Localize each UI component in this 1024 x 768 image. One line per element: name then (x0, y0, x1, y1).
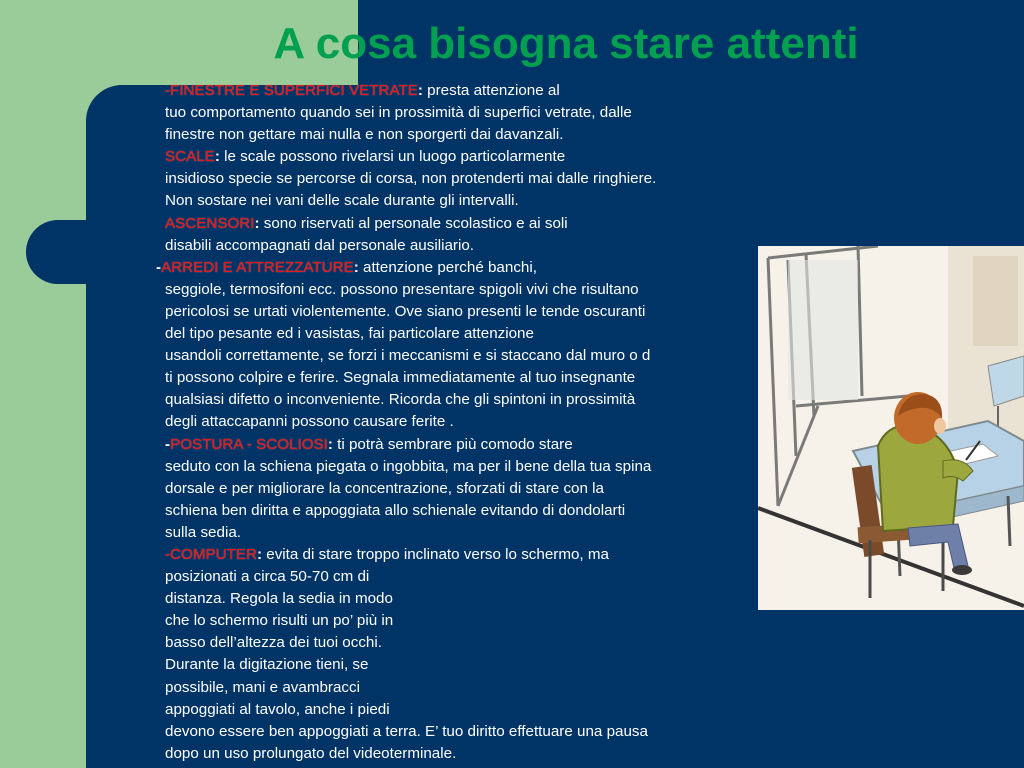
arredi-text: attenzione perché banchi, (358, 258, 537, 276)
scale-text: le scale possono rivelarsi un luogo particolarmente (219, 148, 566, 166)
ascensori-heading: ASCENSORI (165, 214, 255, 232)
arredi-dash: - (156, 258, 162, 276)
computer-line-1 (165, 544, 775, 566)
arredi-line-4: del tipo pesante ed i vasistas, fai particolare attenzione (165, 325, 534, 343)
finestre-line-3: finestre non gettare mai nulla e non sporgerti dai davanzali. (165, 126, 564, 144)
postura-text: ti potrà sembrare più comodo stare (332, 435, 573, 453)
postura-line-4: schiena ben diritta e appoggiata allo schienale evitando di dondolarti (165, 501, 626, 519)
computer-line-9: devono essere ben appoggiati a terra. E’ tuo diritto effettuare una pausa (165, 722, 648, 740)
ascensori-line-2: disabili accompagnati dal personale ausiliario. (165, 236, 474, 254)
scale-colon: : (214, 148, 220, 166)
scale-line-2: insidioso specie se percorse di corsa, non protenderti mai dalle ringhiere. (165, 170, 657, 188)
arredi-line-6: ti possono colpire e ferire. Segnala immediatamente al tuo insegnante (165, 369, 636, 387)
ascensori-colon: : (254, 214, 260, 232)
panel-tab-decoration (26, 220, 116, 284)
scale-line-3: Non sostare nei vani delle scale durante gli intervalli. (165, 192, 519, 210)
scale-line-1 (165, 146, 775, 168)
ascensori-text: sono riservati al personale scolastico e ai soli (259, 214, 568, 232)
finestre-colon: : (417, 82, 423, 99)
arredi-line-2: seggiole, termosifoni ecc. possono presentare spigoli vivi che risultano (165, 280, 639, 298)
arredi-line-5: usandoli correttamente, se forzi i meccanismi e si staccano dal muro o d (165, 347, 651, 365)
computer-line-10: dopo un uso prolungato del videoterminale. (165, 744, 457, 762)
computer-line-6: Durante la digitazione tieni, se (165, 656, 369, 674)
computer-line-5: basso dell’altezza dei tuoi occhi. (165, 634, 382, 652)
scale-heading: SCALE (165, 148, 215, 166)
finestre-line-1 (165, 80, 775, 102)
computer-line-8: appoggiati al tavolo, anche i piedi (165, 700, 390, 718)
arredi-colon: : (353, 258, 359, 276)
slide-title: A cosa bisogna stare attenti (273, 19, 859, 68)
slide-body (156, 80, 775, 765)
postura-heading: POSTURA - SCOLIOSI (170, 435, 328, 453)
arredi-line-3: pericolosi se urtati violentemente. Ove siano presenti le tende oscuranti (165, 302, 646, 320)
postura-colon: : (327, 435, 333, 453)
postura-line-5: sulla sedia. (165, 523, 241, 541)
computer-line-4: che lo schermo risulti un po’ più in (165, 612, 394, 630)
postura-dash: - (165, 435, 171, 453)
postura-line-3: dorsale e per migliorare la concentrazione, sforzati di stare con la (165, 479, 604, 497)
arredi-line-1 (156, 257, 775, 279)
arredi-line-8: degli attaccapanni possono causare ferite . (165, 413, 454, 431)
student-at-desk-illustration (758, 246, 1024, 610)
ascensori-line-1 (165, 213, 775, 235)
computer-colon: : (256, 545, 263, 563)
postura-line-2: seduto con la schiena piegata o ingobbita, ma per il bene della tua spina (165, 457, 652, 475)
computer-text: evita di stare troppo inclinato verso lo schermo, ma (262, 545, 609, 563)
computer-heading: -COMPUTER (165, 545, 257, 563)
arredi-line-7: qualsiasi difetto o inconveniente. Ricorda che gli spintoni in prossimità (165, 391, 636, 409)
postura-line-1 (165, 434, 775, 456)
finestre-text: presta attenzione al (422, 82, 560, 99)
computer-line-2: posizionati a circa 50-70 cm di (165, 568, 370, 586)
computer-line-7: possibile, mani e avambracci (165, 678, 360, 696)
finestre-heading: -FINESTRE E SUPERFICI VETRATE (165, 82, 418, 99)
finestre-line-2: tuo comportamento quando sei in prossimità di superfici vetrate, dalle (165, 104, 632, 122)
arredi-heading: ARREDI E ATTREZZATURE (161, 258, 354, 276)
computer-line-3: distanza. Regola la sedia in modo (165, 590, 393, 608)
